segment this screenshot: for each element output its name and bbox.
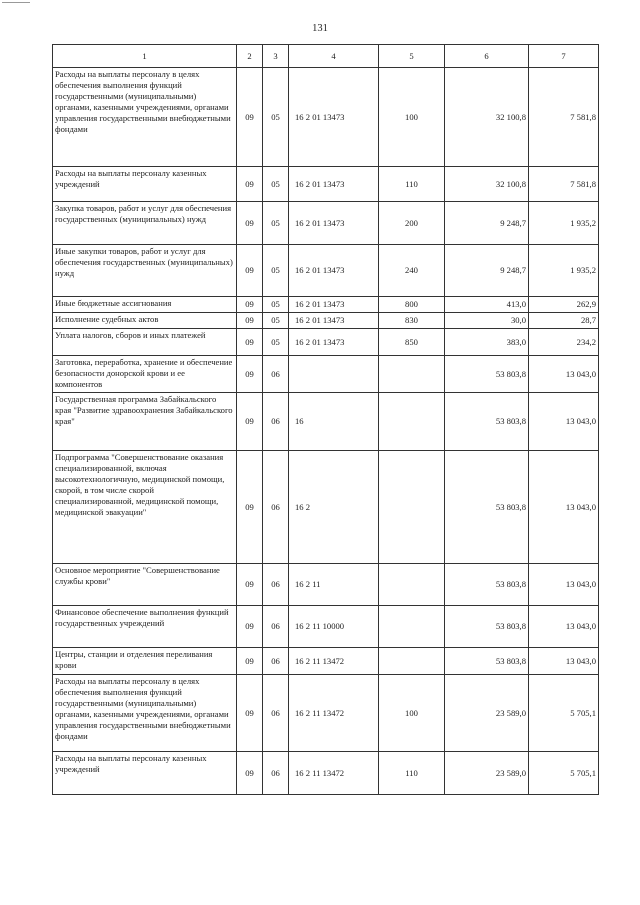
table-cell: 16 2 01 13473 [289,202,379,245]
table-row [53,68,599,167]
table-cell: 13 043,0 [529,648,599,675]
row-label: Расходы на выплаты персоналу казенных учреждений [53,167,237,202]
row-label: Расходы на выплаты персоналу в целях обеспечения выполнения функций государственными (муниципальными) органами, казенными учреждениями, органами управления государственными внебюджетными фондами [53,68,237,167]
table-cell: 16 2 01 13473 [289,68,379,167]
table-cell: 09 [237,68,263,167]
header-cell: 1 [53,45,237,68]
table-cell: 30,0 [445,313,529,329]
table-cell: 05 [263,167,289,202]
table-cell: 16 2 01 13473 [289,329,379,356]
table-cell: 830 [379,313,445,329]
table-cell: 262,9 [529,297,599,313]
row-label: Финансовое обеспечение выполнения функций государственных учреждений [53,606,237,648]
table-row [53,752,599,795]
table-cell: 09 [237,297,263,313]
table-cell: 09 [237,648,263,675]
table-cell [289,356,379,393]
table-cell: 06 [263,393,289,451]
budget-table [52,44,599,795]
table-row [53,648,599,675]
page-number: 131 [312,23,328,34]
row-label: Исполнение судебных актов [53,313,237,329]
table-cell: 200 [379,202,445,245]
table-cell: 05 [263,313,289,329]
table-cell: 16 2 01 13473 [289,313,379,329]
table-row [53,606,599,648]
table-cell: 06 [263,564,289,606]
table-cell: 09 [237,202,263,245]
row-label: Иные закупки товаров, работ и услуг для обеспечения государственных (муниципальных) нужд [53,245,237,297]
table-cell: 06 [263,451,289,564]
table-cell: 09 [237,167,263,202]
row-label: Закупка товаров, работ и услуг для обеспечения государственных (муниципальных) нужд [53,202,237,245]
table-cell: 05 [263,245,289,297]
table-row [53,245,599,297]
row-label: Иные бюджетные ассигнования [53,297,237,313]
row-label: Государственная программа Забайкальского края "Развитие здравоохранения Забайкальского края" [53,393,237,451]
row-label: Заготовка, переработка, хранение и обеспечение безопасности донорской крови и ее компонентов [53,356,237,393]
table-cell: 850 [379,329,445,356]
table-row [53,297,599,313]
table-row [53,451,599,564]
table-cell: 05 [263,329,289,356]
table-cell: 16 2 11 [289,564,379,606]
header-cell: 2 [237,45,263,68]
table-cell: 800 [379,297,445,313]
table-row [53,202,599,245]
table-row [53,675,599,752]
header-cell: 6 [445,45,529,68]
table-row [53,564,599,606]
table-cell: 05 [263,68,289,167]
table-cell: 53 803,8 [445,393,529,451]
table-header-row [53,45,599,68]
table-cell: 09 [237,245,263,297]
table-cell: 09 [237,329,263,356]
table-cell: 234,2 [529,329,599,356]
table-cell: 16 [289,393,379,451]
table-cell: 06 [263,675,289,752]
row-label: Уплата налогов, сборов и иных платежей [53,329,237,356]
table-cell: 9 248,7 [445,202,529,245]
table-cell: 23 589,0 [445,752,529,795]
table-cell [379,648,445,675]
table-cell [379,393,445,451]
header-cell: 5 [379,45,445,68]
table-cell: 06 [263,606,289,648]
table-cell: 06 [263,356,289,393]
table-row [53,313,599,329]
table-cell: 383,0 [445,329,529,356]
table-cell: 13 043,0 [529,393,599,451]
table-cell: 09 [237,675,263,752]
header-cell: 3 [263,45,289,68]
table-cell: 23 589,0 [445,675,529,752]
table-cell: 09 [237,393,263,451]
table-row [53,329,599,356]
table-cell: 53 803,8 [445,356,529,393]
table-cell [379,356,445,393]
table-cell: 09 [237,564,263,606]
table-cell: 7 581,8 [529,167,599,202]
table-cell: 53 803,8 [445,451,529,564]
table-cell: 53 803,8 [445,648,529,675]
table-cell: 09 [237,356,263,393]
table-cell: 110 [379,752,445,795]
table-cell: 13 043,0 [529,564,599,606]
header-cell: 4 [289,45,379,68]
table-cell: 1 935,2 [529,245,599,297]
table-cell: 16 2 11 10000 [289,606,379,648]
row-label: Расходы на выплаты персоналу казенных учреждений [53,752,237,795]
table-cell: 13 043,0 [529,356,599,393]
table-cell: 5 705,1 [529,752,599,795]
table-cell: 16 2 [289,451,379,564]
table-cell [379,451,445,564]
table-cell: 1 935,2 [529,202,599,245]
table-cell: 09 [237,451,263,564]
table-cell: 09 [237,606,263,648]
table-cell: 09 [237,752,263,795]
table-cell: 06 [263,752,289,795]
table-cell: 7 581,8 [529,68,599,167]
table-cell: 16 2 11 13472 [289,752,379,795]
table-cell: 09 [237,313,263,329]
table-cell: 5 705,1 [529,675,599,752]
table-cell: 53 803,8 [445,564,529,606]
table-cell: 100 [379,68,445,167]
table-cell: 06 [263,648,289,675]
table-cell: 240 [379,245,445,297]
table-cell: 32 100,8 [445,68,529,167]
header-cell: 7 [529,45,599,68]
table-cell: 16 2 01 13473 [289,297,379,313]
table-cell: 9 248,7 [445,245,529,297]
table-cell: 13 043,0 [529,606,599,648]
table-cell: 16 2 01 13473 [289,167,379,202]
table-cell: 110 [379,167,445,202]
table-row [53,167,599,202]
table-cell: 16 2 01 13473 [289,245,379,297]
table-cell: 413,0 [445,297,529,313]
table-cell: 16 2 11 13472 [289,648,379,675]
table-row [53,356,599,393]
table-cell: 16 2 11 13472 [289,675,379,752]
table-row [53,393,599,451]
row-label: Подпрограмма "Совершенствование оказания специализированной, включая высокотехнологичную, медицинской помощи, скорой, в том числе скорой специализированной, медицинской помощи, медицинской эвакуации" [53,451,237,564]
table-cell: 32 100,8 [445,167,529,202]
scan-mark [2,2,30,3]
row-label: Расходы на выплаты персоналу в целях обеспечения выполнения функций государственными (муниципальными) органами, казенными учреждениями, органами управления государственными внебюджетными фондами [53,675,237,752]
table-cell: 05 [263,297,289,313]
table-cell: 100 [379,675,445,752]
table-cell: 53 803,8 [445,606,529,648]
table-cell: 13 043,0 [529,451,599,564]
row-label: Центры, станции и отделения переливания крови [53,648,237,675]
table-cell [379,606,445,648]
table-cell [379,564,445,606]
row-label: Основное мероприятие "Совершенствование службы крови" [53,564,237,606]
table-cell: 28,7 [529,313,599,329]
table-cell: 05 [263,202,289,245]
